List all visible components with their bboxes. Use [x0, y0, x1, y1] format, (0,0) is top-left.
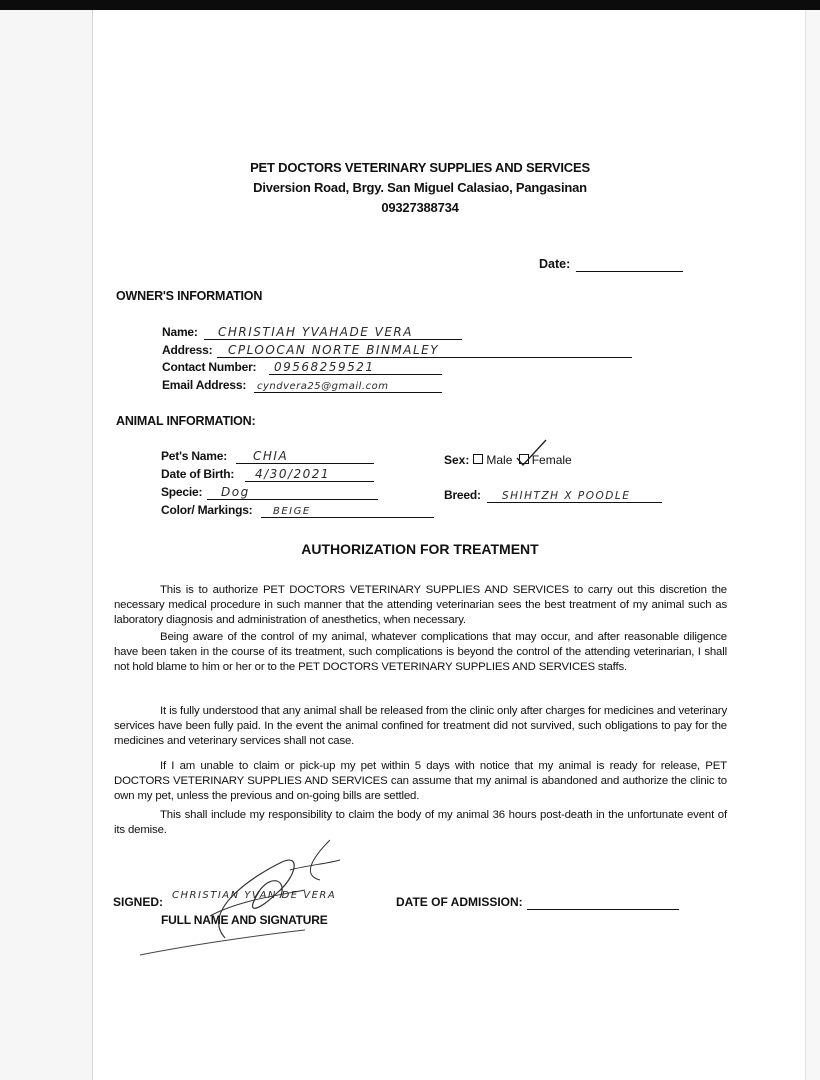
authorization-paragraph-4: If I am unable to claim or pick-up my pet within 5 days with notice that my animal is ready for release, PET DOCTORS VETERINARY SUPPLIES AND SERVICES can assume that my animal is abandoned and authorize the clinic to own my pet, unless the previous and on-going bills are settled.	[114, 760, 727, 802]
contact-number-line	[269, 374, 442, 375]
clinic-address: Diversion Road, Brgy. San Miguel Calasiao, Pangasinan	[253, 180, 587, 195]
specie-field[interactable]	[161, 484, 379, 501]
sex-female-label: Female	[531, 453, 572, 467]
date-of-birth-field[interactable]	[161, 466, 376, 483]
color-markings-line	[261, 517, 434, 518]
pet-name-label: Pet's Name:	[161, 449, 228, 463]
signed-label: SIGNED:	[113, 895, 164, 909]
date-of-admission-label: DATE OF ADMISSION:	[396, 895, 523, 909]
breed-line	[487, 502, 662, 503]
breed-field[interactable]	[444, 487, 664, 504]
owner-name-label: Name:	[162, 325, 198, 339]
email-value: cyndvera25@gmail.com	[257, 381, 389, 392]
authorization-paragraph-1: This is to authorize PET DOCTORS VETERINARY SUPPLIES AND SERVICES to carry out this discretion the necessary medical procedure in such manner that the attending veterinarian sees the best treatment of my animal such as laboratory diagnosis and administration of anesthetics, when necessary.	[114, 584, 727, 626]
owner-section-title: OWNER'S INFORMATION	[116, 289, 263, 303]
clinic-phone: 09327388734	[381, 200, 459, 215]
owner-address-value: CPLOOCAN NORTE BINMALEY	[228, 343, 440, 357]
specie-value: Dog	[221, 485, 250, 499]
breed-label: Breed:	[444, 488, 481, 502]
specie-label: Specie:	[161, 485, 203, 499]
pet-name-value: CHIA	[253, 449, 289, 463]
date-label: Date:	[539, 257, 571, 271]
owner-name-field[interactable]	[162, 324, 462, 341]
date-of-birth-label: Date of Birth:	[161, 467, 235, 481]
male-checkbox[interactable]	[473, 454, 483, 464]
signed-name-value: CHRISTIAN YVAN DE VERA	[172, 890, 337, 901]
sex-field	[444, 453, 572, 467]
date-field[interactable]	[576, 271, 683, 272]
contact-number-label: Contact Number:	[162, 360, 257, 374]
breed-value: SHIHTZH X POODLE	[502, 490, 631, 502]
sex-label: Sex:	[444, 453, 470, 467]
owner-name-line	[204, 339, 462, 340]
date-of-admission-field[interactable]	[527, 909, 679, 910]
left-viewer-margin	[0, 10, 93, 1080]
authorization-title: AUTHORIZATION FOR TREATMENT	[301, 541, 539, 557]
specie-line	[207, 499, 378, 500]
email-line	[254, 392, 442, 393]
color-markings-value: BEIGE	[273, 506, 311, 517]
top-window-bar	[0, 0, 820, 10]
color-markings-label: Color/ Markings:	[161, 503, 253, 517]
pet-name-field[interactable]	[161, 448, 376, 465]
email-field[interactable]	[162, 377, 462, 394]
right-page-edge	[805, 10, 820, 1080]
pet-name-line	[236, 463, 374, 464]
date-of-birth-line	[245, 481, 374, 482]
animal-section-title: ANIMAL INFORMATION:	[116, 414, 256, 428]
owner-name-value: CHRISTIAH YVAHADE VERA	[218, 325, 413, 339]
sex-male-label: Male	[486, 453, 513, 467]
date-of-birth-value: 4/30/2021	[255, 467, 331, 481]
email-label: Email Address:	[162, 378, 247, 392]
owner-address-line	[217, 357, 632, 358]
owner-address-field[interactable]	[162, 342, 632, 359]
color-markings-field[interactable]	[161, 502, 436, 519]
clinic-name: PET DOCTORS VETERINARY SUPPLIES AND SERVICES	[250, 160, 590, 175]
authorization-paragraph-2: Being aware of the control of my animal, whatever complications that may occur, and after reasonable diligence have been taken in the course of its treatment, such complications is beyond the control of the attending veterinarian, I shall not hold blame to him or her or to the PET DOCTORS VETERINARY SUPPLIES AND SERVICES staffs.	[114, 631, 727, 673]
authorization-paragraph-5: This shall include my responsibility to claim the body of my animal 36 hours post-death in the unfortunate event of its demise.	[114, 809, 727, 836]
full-name-and-signature-label: FULL NAME AND SIGNATURE	[161, 913, 328, 927]
contact-number-value: 09568259521	[274, 360, 375, 374]
owner-address-label: Address:	[162, 343, 213, 357]
authorization-paragraph-3: It is fully understood that any animal shall be released from the clinic only after charges for medicines and veterinary services have been fully paid. In the event the animal confined for treatment did not survived, such obligations to pay for the medicines and veterinary services shall not case.	[114, 705, 727, 747]
contact-number-field[interactable]	[162, 359, 462, 376]
female-checkmark-icon	[514, 438, 550, 468]
